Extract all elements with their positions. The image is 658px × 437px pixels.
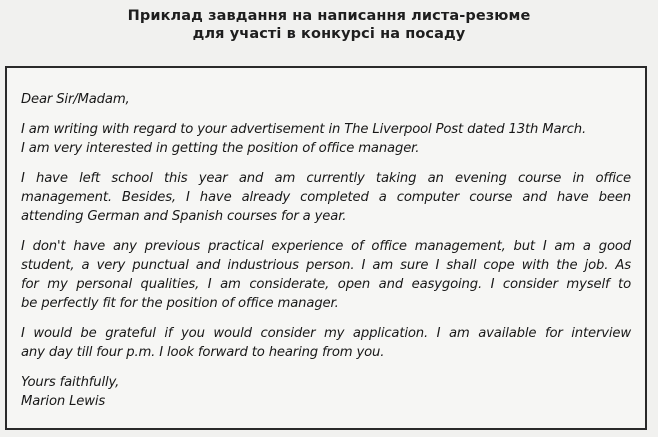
signature-name: Marion Lewis	[21, 394, 106, 409]
letter-salutation	[21, 90, 631, 109]
paragraph-line: I don't have any previous practical experience of office management, but I am a good	[21, 239, 631, 254]
page-header	[0, 7, 658, 43]
paragraph-line: any day till four p.m. I look forward to hearing from you.	[21, 345, 385, 360]
paragraph-line: I am writing with regard to your advertisement in The Liverpool Post dated 13th March.	[21, 122, 587, 137]
letter-paragraph-4	[21, 324, 631, 362]
page-title: Приклад завдання на написання листа-резюме	[127, 8, 531, 24]
paragraph-line: be perfectly fit for the position of office manager.	[21, 296, 339, 311]
closing-line: Yours faithfully,	[21, 375, 120, 390]
paragraph-line: I am very interested in getting the position of office manager.	[21, 141, 420, 156]
letter-paragraph-3	[21, 237, 631, 313]
paragraph-line: for my personal qualities, I am considerate, open and easygoing. I consider myself to	[21, 277, 631, 292]
paragraph-line: attending German and Spanish courses for a year.	[21, 209, 347, 224]
letter-body	[21, 90, 631, 411]
letter-paragraph-1	[21, 120, 631, 158]
paragraph-line: I have left school this year and am currently taking an evening course in office	[21, 171, 631, 186]
paragraph-line: I would be grateful if you would consider my application. I am available for interview	[21, 326, 631, 341]
letter-paragraph-2	[21, 169, 631, 226]
paragraph-line: student, a very punctual and industrious person. I am sure I shall cope with the job. As	[21, 258, 631, 273]
letter-frame	[5, 66, 647, 430]
salutation-line: Dear Sir/Madam,	[21, 92, 130, 107]
letter-closing	[21, 373, 631, 411]
page-subtitle: для участі в конкурсі на посаду	[192, 26, 466, 42]
paragraph-line: management. Besides, I have already completed a computer course and have been	[21, 190, 631, 205]
